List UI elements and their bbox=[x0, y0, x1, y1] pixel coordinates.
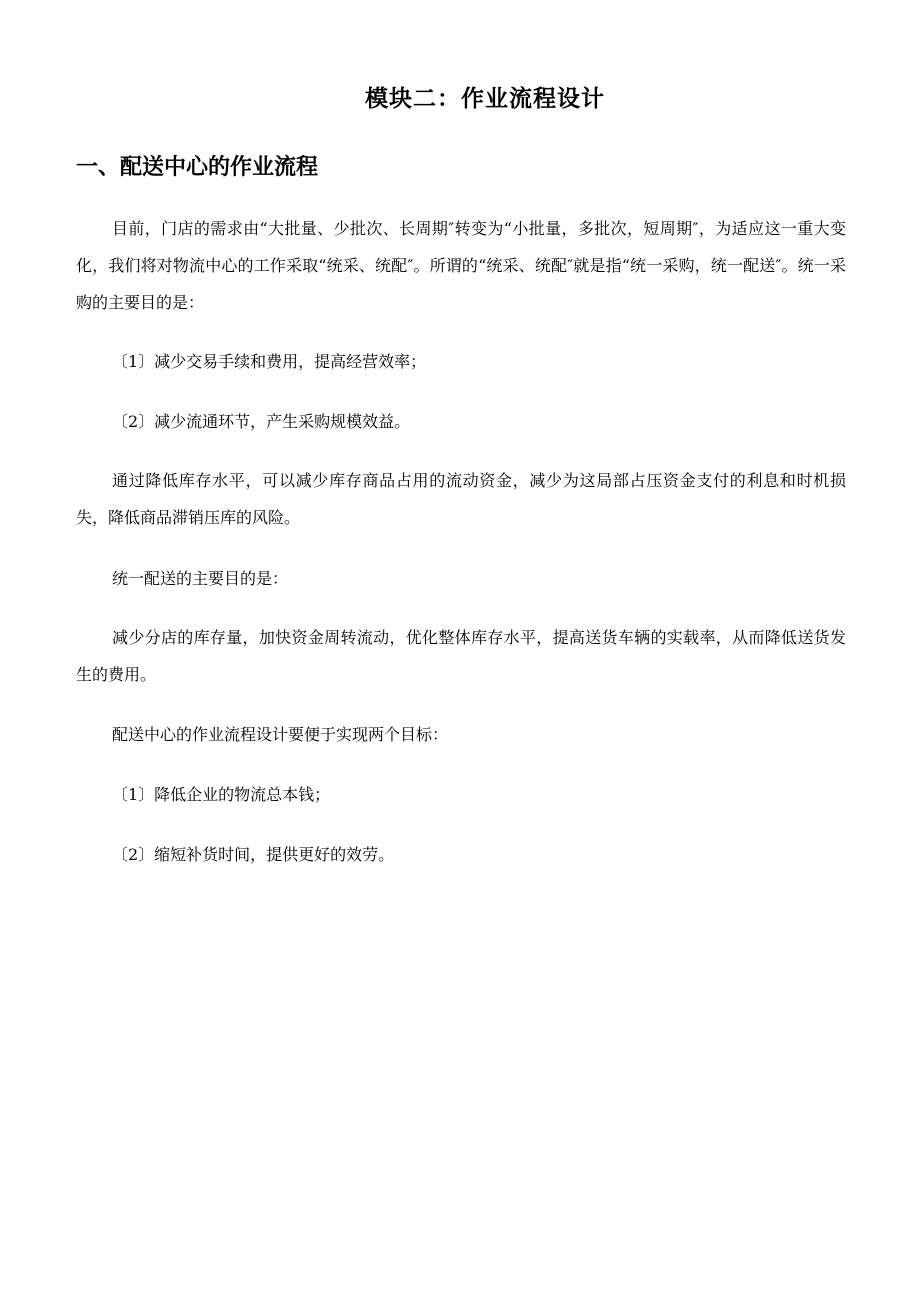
page-title: 模块二：作业流程设计 bbox=[365, 85, 605, 112]
inventory-paragraph: 通过降低库存水平，可以减少库存商品占用的流动资金，减少为这局部占压资金支付的利息和时机损失，降低商品滞销压库的风险。 bbox=[76, 471, 846, 527]
purchase-item-2: 〔2〕减少流通环节，产生采购规模效益。 bbox=[112, 412, 411, 431]
goal-item-2: 〔2〕缩短补货时间，提供更好的效劳。 bbox=[112, 845, 395, 864]
distribution-intro: 统一配送的主要目的是： bbox=[112, 569, 289, 588]
design-intro: 配送中心的作业流程设计要便于实现两个目标： bbox=[112, 725, 449, 744]
distribution-goal-paragraph: 减少分店的库存量，加快资金周转流动，优化整体库存水平，提高送货车辆的实载率，从而降低送货发生的费用。 bbox=[76, 628, 846, 684]
section-heading: 一、配送中心的作业流程 bbox=[76, 155, 319, 180]
goal-item-1: 〔1〕降低企业的物流总本钱； bbox=[112, 785, 331, 804]
purchase-item-1: 〔1〕减少交易手续和费用，提高经营效率； bbox=[112, 352, 427, 371]
intro-paragraph: 目前，门店的需求由“大批量、少批次、长周期″转变为“小批量，多批次，短周期″，为适应这一重大变化，我们将对物流中心的工作采取“统采、统配″。所谓的“统采、统配″就是指“统一采购，统一配送″。统一采购的主要目的是： bbox=[76, 219, 846, 312]
